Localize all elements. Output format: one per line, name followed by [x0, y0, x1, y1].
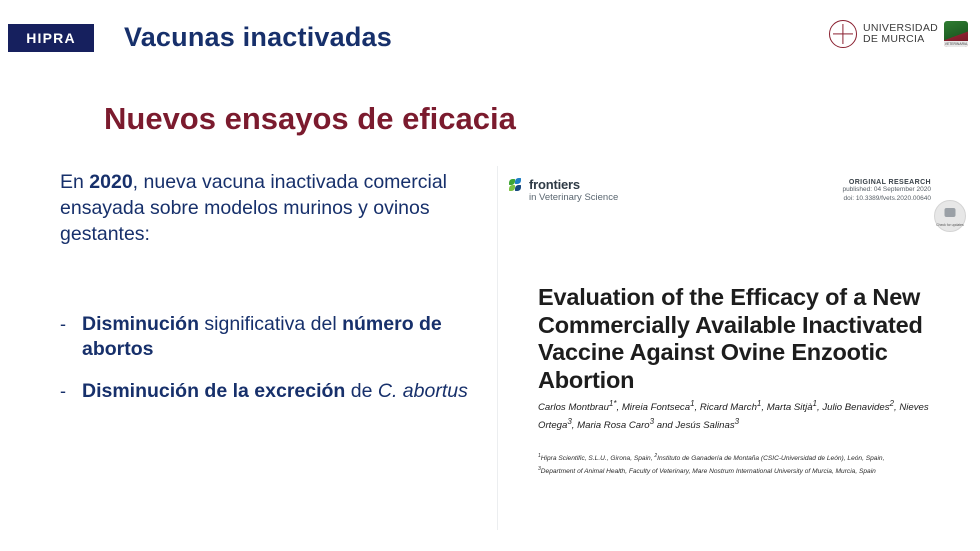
paper-preview	[497, 166, 975, 530]
paper-metadata	[842, 179, 931, 204]
journal-name: frontiers	[529, 177, 580, 192]
hipra-logo	[8, 24, 94, 52]
list-item	[60, 379, 480, 404]
page-title: Vacunas inactivadas	[124, 22, 392, 52]
bullet-text: Disminución de la excreción de C. abortus	[82, 379, 468, 402]
paper-affiliations: $^1$Hipra Scientific, S.L.U., Girona, Spain, $^2$Instituto de Ganadería de Montaña (CSIC-Universidad de León), León, Spain, $^3$Department of Animal Health, Faculty of Veterinary, Mare Nostrum International University of Murcia, Murcia, Spain	[538, 453, 885, 475]
slide-subtitle: Nuevos ensayos de eficacia	[104, 101, 516, 136]
paper-authors: Carlos Montbrau$^{1*}$, Mireia Fontseca$^1$, Ricard March$^1$, Marta Sitjà$^1$, Julio Benavides$^2$, Nieves Ortega$^3$, Maria Rosa Caro$^3$ and Jesús Salinas$^3$	[538, 399, 929, 431]
bullet-marker: -	[60, 380, 66, 401]
published-date: published: 04 September 2020	[842, 186, 931, 193]
university-seal-icon	[829, 20, 857, 48]
university-logo-text	[863, 23, 938, 45]
bullet-marker: -	[60, 314, 66, 334]
list-item	[60, 312, 480, 363]
university-logo	[829, 20, 968, 48]
paper-header	[498, 166, 975, 240]
frontiers-logo	[509, 178, 618, 203]
veterinary-faculty-badge-icon	[944, 21, 968, 47]
veterinary-badge-caption: VETERINARIA	[944, 42, 968, 46]
bullet-list	[60, 312, 480, 420]
bullet-text: Disminución significativa del número de abortos	[82, 313, 442, 361]
crossmark-icon	[934, 200, 966, 232]
crossmark-glyph	[945, 208, 956, 217]
university-name-line2: DE MURCIA	[862, 33, 925, 45]
crossmark-label: Check for updates	[936, 223, 964, 228]
journal-section: in Veterinary Science	[529, 191, 619, 203]
doi: doi: 10.3389/fvets.2020.00640	[843, 194, 931, 202]
university-name-line1: UNIVERSIDAD	[862, 21, 938, 34]
hipra-logo-text: HIPRA	[26, 30, 76, 46]
frontiers-leaves-icon	[509, 178, 524, 194]
lead-paragraph: En 2020, nueva vacuna inactivada comercial ensayada sobre modelos murinos y ovinos gestantes:	[60, 171, 448, 245]
article-type: ORIGINAL RESEARCH	[848, 179, 931, 186]
paper-title: Evaluation of the Efficacy of a New Commercially Available Inactivated Vaccine Against Ovine Enzootic Abortion	[538, 284, 923, 394]
